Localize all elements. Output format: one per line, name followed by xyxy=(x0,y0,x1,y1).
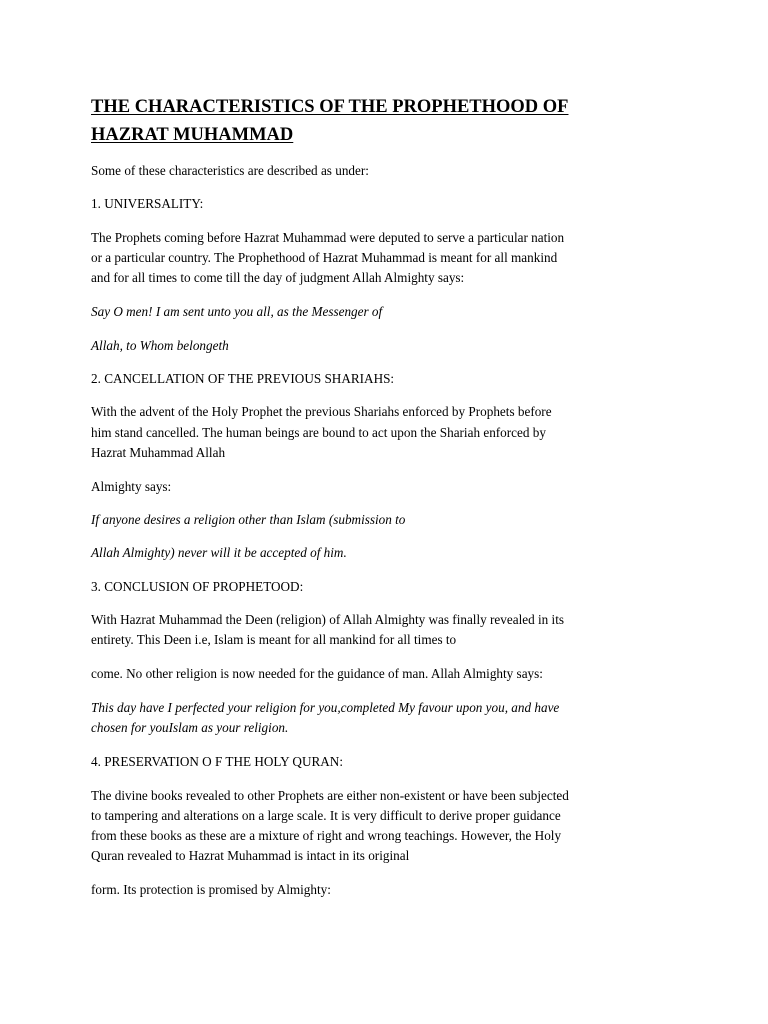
section-4-body-line: The divine books revealed to other Prophets are either non-existent or have been subjected xyxy=(91,788,569,803)
section-2-body-line: Almighty says: xyxy=(91,479,172,494)
document-title xyxy=(91,93,691,121)
section-2-quote-line: If anyone desires a religion other than Islam (submission to xyxy=(91,512,406,527)
section-1-heading: 1. UNIVERSALITY: xyxy=(91,196,204,211)
section-2-body-line: Hazrat Muhammad Allah xyxy=(91,445,226,460)
section-2-heading: 2. CANCELLATION OF THE PREVIOUS SHARIAHS: xyxy=(91,371,395,386)
section-4-body-line: form. Its protection is promised by Almighty: xyxy=(91,882,331,897)
section-3-heading: 3. CONCLUSION OF PROPHETOOD: xyxy=(91,579,304,594)
section-1-quote-line: Allah, to Whom belongeth xyxy=(91,338,229,353)
section-4-body-line: from these books as these are a mixture of right and wrong teachings. However, the Holy xyxy=(91,828,562,843)
section-3-body-line: come. No other religion is now needed for the guidance of man. Allah Almighty says: xyxy=(91,666,543,681)
section-1-body-line: and for all times to come till the day of judgment Allah Almighty says: xyxy=(91,270,465,285)
section-2-quote-line: Allah Almighty) never will it be accepted of him. xyxy=(91,545,347,560)
section-4-body-line: to tampering and alterations on a large scale. It is very difficult to derive proper guidance xyxy=(91,808,561,823)
section-4-heading: 4. PRESERVATION O F THE HOLY QURAN: xyxy=(91,754,343,769)
title-line-2: HAZRAT MUHAMMAD xyxy=(91,125,294,145)
title-line-1: THE CHARACTERISTICS OF THE PROPHETHOOD OF xyxy=(91,97,569,117)
section-3-body-line: With Hazrat Muhammad the Deen (religion) of Allah Almighty was finally revealed in its xyxy=(91,612,564,627)
section-3-body-line: entirety. This Deen i.e, Islam is meant for all mankind for all times to xyxy=(91,632,457,647)
section-1-body-line: The Prophets coming before Hazrat Muhammad were deputed to serve a particular nation xyxy=(91,230,565,245)
document-title xyxy=(91,121,691,149)
section-1-quote-line: Say O men! I am sent unto you all, as the Messenger of xyxy=(91,304,383,319)
section-2-body-line: With the advent of the Holy Prophet the previous Shariahs enforced by Prophets before xyxy=(91,404,552,419)
section-3-quote-line: This day have I perfected your religion for you,completed My favour upon you, and have xyxy=(91,700,560,715)
section-3-quote-line: chosen for youIslam as your religion. xyxy=(91,720,289,735)
section-2-body-line: him stand cancelled. The human beings are bound to act upon the Shariah enforced by xyxy=(91,425,546,440)
section-4-body-line: Quran revealed to Hazrat Muhammad is intact in its original xyxy=(91,848,410,863)
intro-paragraph: Some of these characteristics are described as under: xyxy=(91,163,369,178)
section-1-body-line: or a particular country. The Prophethood of Hazrat Muhammad is meant for all mankind xyxy=(91,250,558,265)
